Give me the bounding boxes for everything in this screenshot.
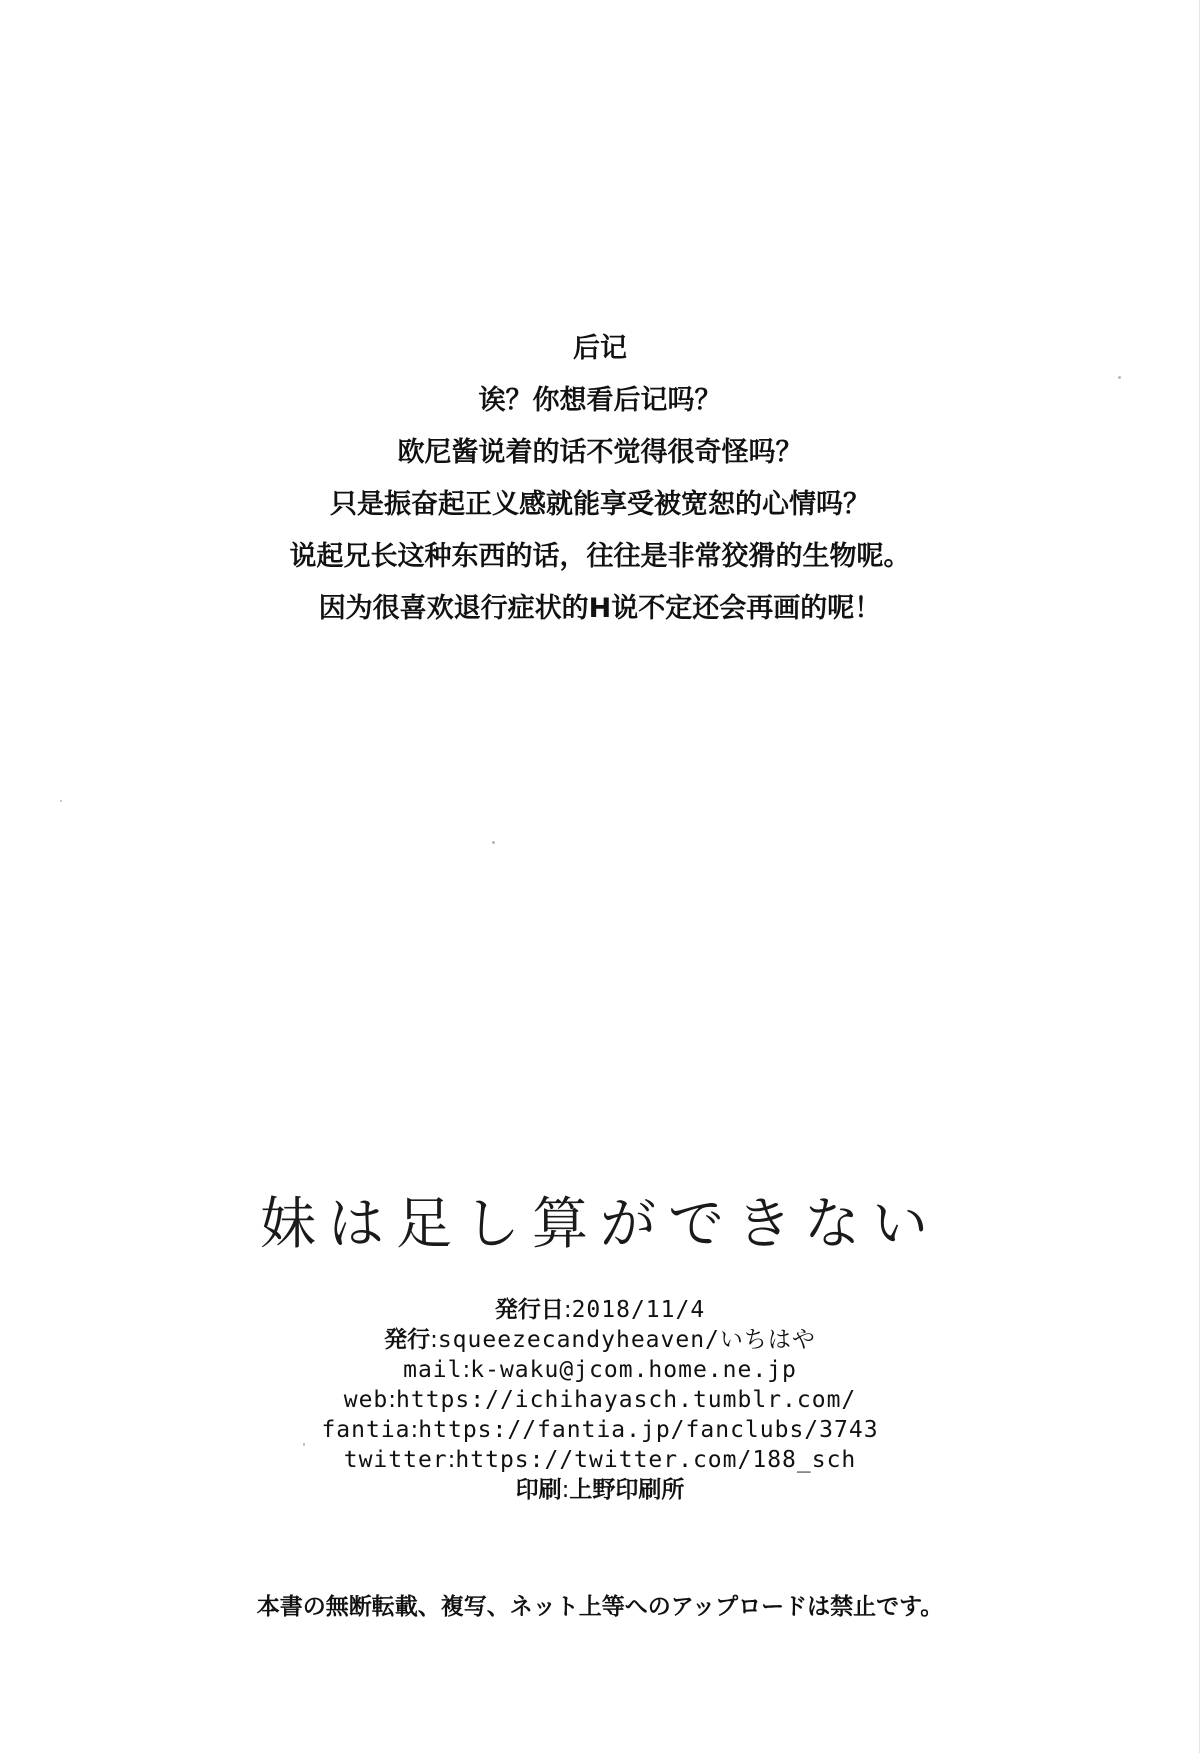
copyright-notice: 本書の無断転載、複写、ネット上等へのアップロードは禁止です。 bbox=[256, 1594, 944, 1620]
scan-speck bbox=[60, 800, 62, 802]
colophon-value: https://twitter.com/188_sch bbox=[455, 1447, 857, 1473]
afterword-block bbox=[0, 330, 1200, 642]
colophon-key: 発行 bbox=[384, 1327, 431, 1353]
colophon-value: k-waku@jcom.home.ne.jp bbox=[470, 1357, 797, 1383]
afterword-line: 诶？你想看后记吗？ bbox=[478, 385, 722, 416]
colophon-row-fantia bbox=[0, 1415, 1200, 1445]
colophon-separator: : bbox=[462, 1357, 471, 1383]
colophon-row-web bbox=[0, 1385, 1200, 1415]
scan-speck bbox=[303, 1443, 305, 1446]
colophon-separator: : bbox=[410, 1417, 419, 1443]
colophon-separator: : bbox=[561, 1477, 570, 1503]
afterword-heading: 后记 bbox=[573, 333, 627, 364]
book-title: 妹は足し算ができない bbox=[260, 1192, 940, 1257]
colophon-row-publish-date bbox=[0, 1295, 1200, 1325]
colophon-row-twitter bbox=[0, 1445, 1200, 1475]
colophon-row-publisher bbox=[0, 1325, 1200, 1355]
scan-speck bbox=[1118, 376, 1121, 379]
colophon-key: web bbox=[343, 1387, 389, 1413]
colophon-key: 発行日 bbox=[494, 1297, 564, 1323]
colophon-key: fantia bbox=[321, 1417, 411, 1443]
colophon-row-printer bbox=[0, 1475, 1200, 1505]
colophon-key: twitter bbox=[343, 1447, 448, 1473]
colophon-key: mail bbox=[403, 1357, 463, 1383]
scan-speck bbox=[492, 841, 495, 844]
colophon-separator: : bbox=[388, 1387, 397, 1413]
afterword-line: 只是振奋起正义感就能享受被宽恕的心情吗？ bbox=[330, 489, 870, 520]
colophon-separator: : bbox=[430, 1327, 438, 1353]
afterword-line: 因为很喜欢退行症状的H说不定还会再画的呢！ bbox=[318, 593, 882, 624]
colophon-value: 2018/11/4 bbox=[571, 1297, 706, 1323]
colophon-row-mail bbox=[0, 1355, 1200, 1385]
colophon-value: squeezecandyheaven/いちはや bbox=[437, 1327, 816, 1353]
colophon-value: https://ichihayasch.tumblr.com/ bbox=[396, 1387, 857, 1413]
colophon-value: https://fantia.jp/fanclubs/3743 bbox=[418, 1417, 879, 1443]
afterword-line: 欧尼酱说着的话不觉得很奇怪吗？ bbox=[397, 437, 803, 468]
colophon-separator: : bbox=[447, 1447, 456, 1473]
colophon-value: 上野印刷所 bbox=[569, 1477, 685, 1503]
colophon-key: 印刷 bbox=[515, 1477, 562, 1503]
colophon-block bbox=[0, 1295, 1200, 1505]
afterword-line: 说起兄长这种东西的话，往往是非常狡猾的生物呢。 bbox=[289, 541, 911, 572]
colophon-separator: : bbox=[563, 1297, 572, 1323]
